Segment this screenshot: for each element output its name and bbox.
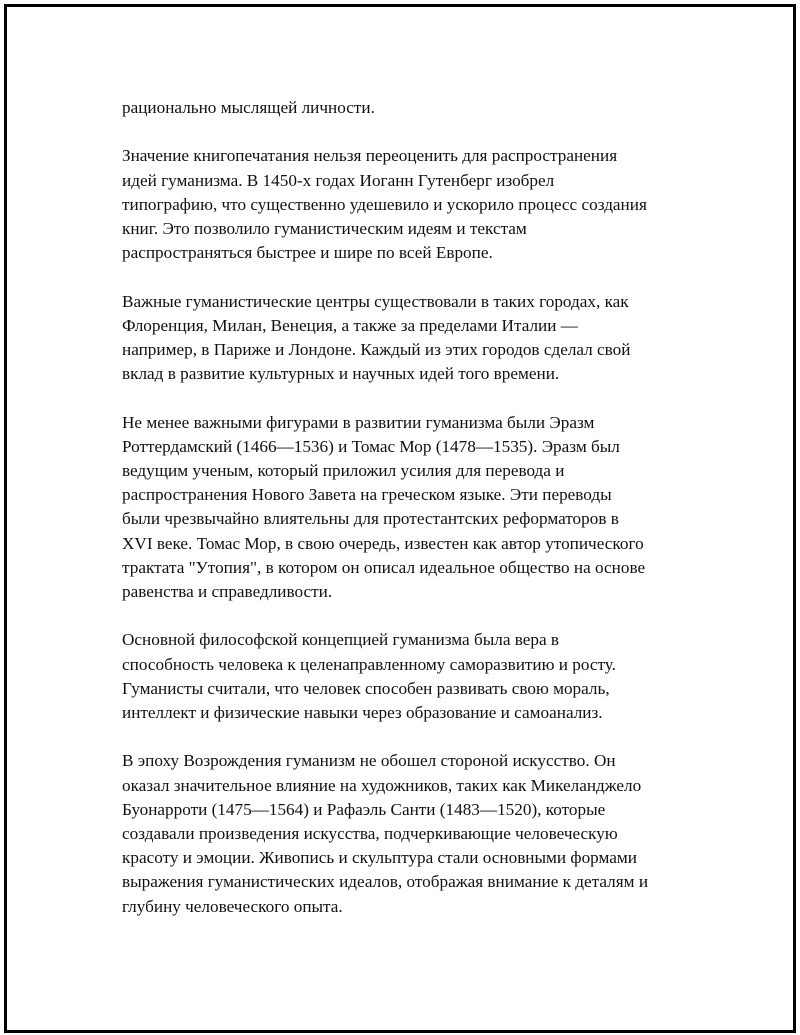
document-page xyxy=(4,4,796,1033)
paragraph-philosophy: Основной философской концепцией гуманизма была вера в способность человека к целенаправленному саморазвитию и росту. Гуманисты считали, что человек способен развивать свою мораль, интеллект и физические навыки через образование и самоанализ. xyxy=(122,630,616,723)
paragraph-art: В эпоху Возрождения гуманизм не обошел стороной искусство. Он оказал значительное влияние на художников, таких как Микеланджело Буонарроти (1475—1564) и Рафаэль Санти (1483—1520), которые создавали произведения искусства, подчеркивающие человеческую красоту и эмоции. Живопись и скульптура стали основными формами выражения гуманистических идеалов, отображая внимание к деталям и глубину человеческого опыта. xyxy=(122,751,649,916)
paragraph-centers: Важные гуманистические центры существовали в таких городах, как Флоренция, Милан, Венеция, а также за пределами Италии — например, в Париже и Лондоне. Каждый из этих городов сделал свой вклад в развитие культурных и научных идей того времени. xyxy=(122,291,631,384)
document-body xyxy=(122,96,702,943)
paragraph-figures: Не менее важными фигурами в развитии гуманизма были Эразм Роттердамский (1466—1536) и Томас Мор (1478—1535). Эразм был ведущим ученым, который приложил усилия для перевода и распространения Нового Завета на греческом языке. Эти переводы были чрезвычайно влиятельны для протестантских реформаторов в XVI веке. Томас Мор, в свою очередь, известен как автор утопического трактата "Утопия", в котором он описал идеальное общество на основе равенства и справедливости. xyxy=(122,412,646,602)
paragraph-continuation: рационально мыслящей личности. xyxy=(122,98,375,117)
paragraph-printing: Значение книгопечатания нельзя переоценить для распространения идей гуманизма. В 1450-х годах Иоганн Гутенберг изобрел типографию, что существенно удешевило и ускорило процесс создания книг. Это позволило гуманистическим идеям и текстам распространяться быстрее и шире по всей Европе. xyxy=(122,146,647,263)
